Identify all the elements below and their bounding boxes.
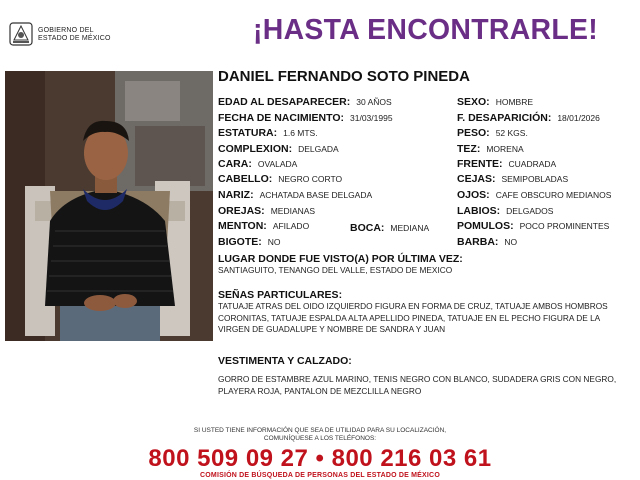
field-eyes-label: OJOS: bbox=[457, 189, 490, 201]
field-sex-value: HOMBRE bbox=[495, 97, 533, 107]
field-disappearance-date-value: 18/01/2026 bbox=[557, 113, 600, 123]
field-nose-value: ACHATADA BASE DELGADA bbox=[259, 190, 373, 200]
field-beard-value: NO bbox=[504, 237, 518, 247]
field-ears-value: MEDIANAS bbox=[270, 206, 316, 216]
clothing-label: VESTIMENTA Y CALZADO: bbox=[218, 355, 352, 367]
field-mustache bbox=[218, 236, 281, 249]
field-sex bbox=[457, 96, 533, 109]
field-ears bbox=[218, 205, 315, 218]
field-forehead bbox=[457, 158, 556, 171]
headline: ¡HASTA ENCONTRARLE! bbox=[253, 14, 599, 46]
field-age-value: 30 AÑOS bbox=[356, 97, 392, 107]
field-mouth-value: MEDIANA bbox=[390, 223, 430, 233]
field-hair bbox=[218, 173, 342, 186]
last-seen-label: LUGAR DONDE FUE VISTO(A) POR ÚLTIMA VEZ: bbox=[218, 253, 463, 265]
field-mouth-label: BOCA: bbox=[350, 222, 385, 234]
field-weight bbox=[457, 127, 528, 140]
person-name: DANIEL FERNANDO SOTO PINEDA bbox=[218, 68, 470, 85]
field-chin-value: AFILADO bbox=[272, 221, 310, 231]
field-face-value: OVALADA bbox=[257, 159, 298, 169]
last-seen-value: SANTIAGUITO, TENANGO DEL VALLE, ESTADO DE MEXICO bbox=[218, 265, 453, 275]
field-birthdate-value: 31/03/1995 bbox=[350, 113, 393, 123]
field-beard-label: BARBA: bbox=[457, 236, 499, 248]
field-chin-label: MENTON: bbox=[218, 220, 267, 232]
field-nose bbox=[218, 189, 372, 202]
field-mouth bbox=[350, 222, 429, 235]
field-eyebrows-value: SEMIPOBLADAS bbox=[501, 174, 569, 184]
marks-label: SEÑAS PARTICULARES: bbox=[218, 289, 343, 301]
field-beard bbox=[457, 236, 517, 249]
field-hair-value: NEGRO CORTO bbox=[278, 174, 343, 184]
field-eyebrows bbox=[457, 173, 568, 186]
clothing-value: GORRO DE ESTAMBRE AZUL MARINO, TENIS NEGRO CON BLANCO, SUDADERA GRIS CON NEGRO, PLAYERA ROJA, PANTALON DE MEZCLILLA NEGRO bbox=[218, 374, 617, 396]
missing-person-photo bbox=[5, 71, 213, 341]
field-age-label: EDAD AL DESAPARECER: bbox=[218, 96, 351, 108]
phone-numbers: 800 509 09 27 • 800 216 03 61 bbox=[148, 445, 492, 472]
field-complexion bbox=[457, 143, 524, 156]
field-height-label: ESTATURA: bbox=[218, 127, 278, 139]
field-build-label: COMPLEXION: bbox=[218, 143, 293, 155]
field-birthdate bbox=[218, 112, 393, 125]
field-complexion-label: TEZ: bbox=[457, 143, 481, 155]
contact-notice bbox=[0, 427, 640, 443]
field-eyes bbox=[457, 189, 611, 202]
field-build-value: DELGADA bbox=[298, 144, 339, 154]
field-disappearance-date bbox=[457, 112, 600, 125]
field-lips bbox=[457, 205, 553, 218]
field-mustache-label: BIGOTE: bbox=[218, 236, 262, 248]
field-complexion-value: MORENA bbox=[486, 144, 524, 154]
field-weight-label: PESO: bbox=[457, 127, 490, 139]
field-cheekbones-value: POCO PROMINENTES bbox=[519, 221, 610, 231]
field-weight-value: 52 KGS. bbox=[495, 128, 528, 138]
field-face bbox=[218, 158, 297, 171]
field-hair-label: CABELLO: bbox=[218, 173, 273, 185]
field-sex-label: SEXO: bbox=[457, 96, 490, 108]
state-seal-icon bbox=[8, 20, 34, 48]
field-build bbox=[218, 143, 339, 156]
government-logo-text bbox=[38, 27, 111, 43]
notice-line-1: SI USTED TIENE INFORMACIÓN QUE SEA DE UTILIDAD PARA SU LOCALIZACIÓN, bbox=[193, 427, 447, 434]
field-nose-label: NARIZ: bbox=[218, 189, 254, 201]
field-chin bbox=[218, 220, 309, 233]
field-cheekbones-label: POMULOS: bbox=[457, 220, 514, 232]
field-eyes-value: CAFE OBSCURO MEDIANOS bbox=[495, 190, 612, 200]
field-ears-label: OREJAS: bbox=[218, 205, 265, 217]
field-disappearance-date-label: F. DESAPARICIÓN: bbox=[457, 112, 552, 124]
field-forehead-value: CUADRADA bbox=[508, 159, 557, 169]
field-lips-label: LABIOS: bbox=[457, 205, 501, 217]
field-birthdate-label: FECHA DE NACIMIENTO: bbox=[218, 112, 344, 124]
field-eyebrows-label: CEJAS: bbox=[457, 173, 496, 185]
notice-line-2: COMUNÍQUESE A LOS TELÉFONOS: bbox=[263, 435, 377, 442]
commission-name: COMISIÓN DE BÚSQUEDA DE PERSONAS DEL ESTADO DE MÉXICO bbox=[200, 472, 440, 479]
marks-value: TATUAJE ATRAS DEL OIDO IZQUIERDO FIGURA EN FORMA DE CRUZ, TATUAJE AMBOS HOMBROS CORONITAS, TATUAJE ESPALDA ALTA APELLIDO PINEDA, TATUAJE EN EL PECHO FIGURA DE LA VIRGEN DE GUADALUPE Y NOMBRE DE SANDRA Y JUAN bbox=[218, 301, 608, 334]
field-lips-value: DELGADOS bbox=[506, 206, 554, 216]
field-height-value: 1.6 MTS. bbox=[283, 128, 318, 138]
field-height bbox=[218, 127, 318, 140]
field-mustache-value: NO bbox=[267, 237, 281, 247]
field-age bbox=[218, 96, 392, 109]
field-face-label: CARA: bbox=[218, 158, 252, 170]
field-cheekbones bbox=[457, 220, 609, 233]
logo-line-1: GOBIERNO DEL bbox=[38, 27, 94, 34]
logo-line-2: ESTADO DE MÉXICO bbox=[38, 35, 111, 42]
field-forehead-label: FRENTE: bbox=[457, 158, 503, 170]
